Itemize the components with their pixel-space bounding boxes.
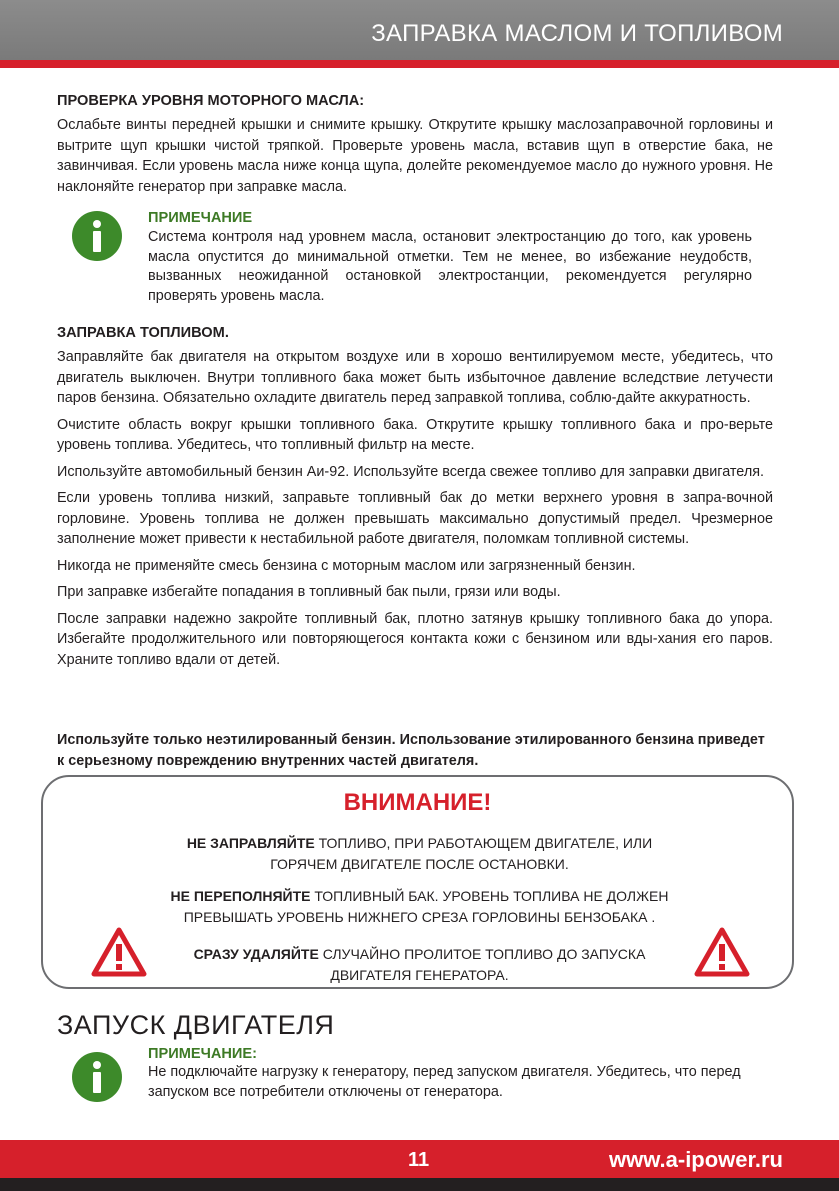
warning-line-1-rest: ТОПЛИВО, ПРИ РАБОТАЮЩЕМ ДВИГАТЕЛЕ, ИЛИ (314, 835, 653, 851)
footer-dark-stripe (0, 1178, 839, 1191)
warning-title: ВНИМАНИЕ! (343, 789, 492, 816)
warning-line-3-rest: СЛУЧАЙНО ПРОЛИТОЕ ТОПЛИВО ДО ЗАПУСКА (318, 946, 646, 962)
warning-line-1 (103, 833, 736, 875)
warning-line-3-bold: СРАЗУ УДАЛЯЙТЕ (193, 946, 319, 962)
page-number: 11 (408, 1149, 430, 1171)
note-engine-start (148, 1046, 748, 1108)
header-red-stripe (0, 60, 839, 68)
fuel-paragraph: После заправки надежно закройте топливный бак, плотно затянув крышку топливного бака до упора. Избегайте продолжительного или повторяющегося контакта кожи с бензином или вды-хания его паров. Храните топливо вдали от детей. (57, 610, 773, 668)
fuel-paragraph: Используйте автомобильный бензин Аи-92. Используйте всегда свежее топливо для заправки двигателя. (57, 463, 765, 480)
note-text: Не подключайте нагрузку к генератору, перед запуском двигателя. Убедитесь, что перед запуском все потребители отключены от генератора. (148, 1064, 741, 1100)
oil-check-heading: ПРОВЕРКА УРОВНЯ МОТОРНОГО МАСЛА: (57, 93, 365, 109)
website-link[interactable]: www.a-ipower.ru (609, 1147, 783, 1172)
page-header (0, 0, 839, 60)
note-title: ПРИМЕЧАНИЕ: (148, 1046, 258, 1062)
fuel-paragraph: При заправке избегайте попадания в топливный бак пыли, грязи или воды. (57, 584, 561, 600)
fuel-section (57, 325, 773, 676)
warning-triangle-left-icon (91, 927, 147, 977)
warning-box (41, 775, 794, 989)
unleaded-note-text: Используйте только неэтилированный бензин. Использование этилированного бензина приведет к серьезному повреждению внутренних частей двигателя. (57, 732, 765, 769)
info-icon (72, 211, 122, 261)
warning-line-3-cont: ДВИГАТЕЛЯ ГЕНЕРАТОРА. (330, 967, 509, 983)
warning-line-3 (153, 944, 686, 986)
warning-line-1-cont: ГОРЯЧЕМ ДВИГАТЕЛЕ ПОСЛЕ ОСТАНОВКИ. (270, 856, 569, 872)
warning-line-2-bold: НЕ ПЕРЕПОЛНЯЙТЕ (170, 888, 311, 904)
warning-line-1-bold: НЕ ЗАПРАВЛЯЙТЕ (186, 835, 315, 851)
fuel-heading: ЗАПРАВКА ТОПЛИВОМ. (57, 325, 229, 341)
note-text: Система контроля над уровнем масла, остановит электростанцию до того, как уровень масла опустится до минимальной отметки. Тем не менее, во избежание неудобств, вызванных неожиданной остановкой электростанции, рекомендуется регулярно проверять уровень масла. (148, 229, 752, 304)
warning-line-2-rest: ТОПЛИВНЫЙ БАК. УРОВЕНЬ ТОПЛИВА НЕ ДОЛЖЕН (310, 888, 669, 904)
header-title: ЗАПРАВКА МАСЛОМ И ТОПЛИВОМ (371, 20, 783, 47)
warning-triangle-right-icon (694, 927, 750, 977)
oil-check-section (57, 93, 773, 203)
oil-check-text: Ослабьте винты передней крышки и снимите крышку. Открутите крышку маслозаправочной горловины и вытрите щуп крышки чистой тряпкой. Проверьте уровень масла, вставив щуп в отверстие бака, не завинчивая. Если уровень масла ниже конца щупа, долейте рекомендуемое масло до нужного уровня. Не наклоняйте генератор при заправке масла. (57, 117, 773, 195)
fuel-paragraph: Если уровень топлива низкий, заправьте топливный бак до метки верхнего уровня в запра-вочной горловине. Уровень топлива не должен превышать максимально допустимый предел. Чрезмерное заполнение может привести к нестабильной работе двигателя, поломкам топливной системы. (57, 490, 773, 547)
fuel-paragraph: Очистите область вокруг крышки топливного бака. Открутите крышку топливного бака и про-верьте уровень топлива. Убедитесь, что топливный фильтр на месте. (57, 416, 773, 453)
fuel-paragraph: Заправляйте бак двигателя на открытом воздухе или в хорошо вентилируемом месте, убедитесь, что двигатель выключен. Внутри топливного бака может быть избыточное давление вследствие летучести паров бензина. Обязательно охладите двигатель перед заправкой топлива, соблю-дайте аккуратность. (57, 349, 773, 406)
note-oil-level (148, 210, 752, 312)
unleaded-note (57, 730, 773, 771)
warning-line-2-cont: ПРЕВЫШАТЬ УРОВЕНЬ НИЖНЕГО СРЕЗА ГОРЛОВИНЫ БЕНЗОБАКА . (183, 909, 656, 925)
info-icon (72, 1052, 122, 1102)
warning-line-2 (103, 886, 736, 928)
note-title: ПРИМЕЧАНИЕ (148, 210, 253, 226)
engine-start-title: ЗАПУСК ДВИГАТЕЛЯ (57, 1010, 335, 1040)
fuel-paragraphs (57, 347, 773, 670)
fuel-paragraph: Никогда не применяйте смесь бензина с моторным маслом или загрязненный бензин. (57, 557, 636, 574)
